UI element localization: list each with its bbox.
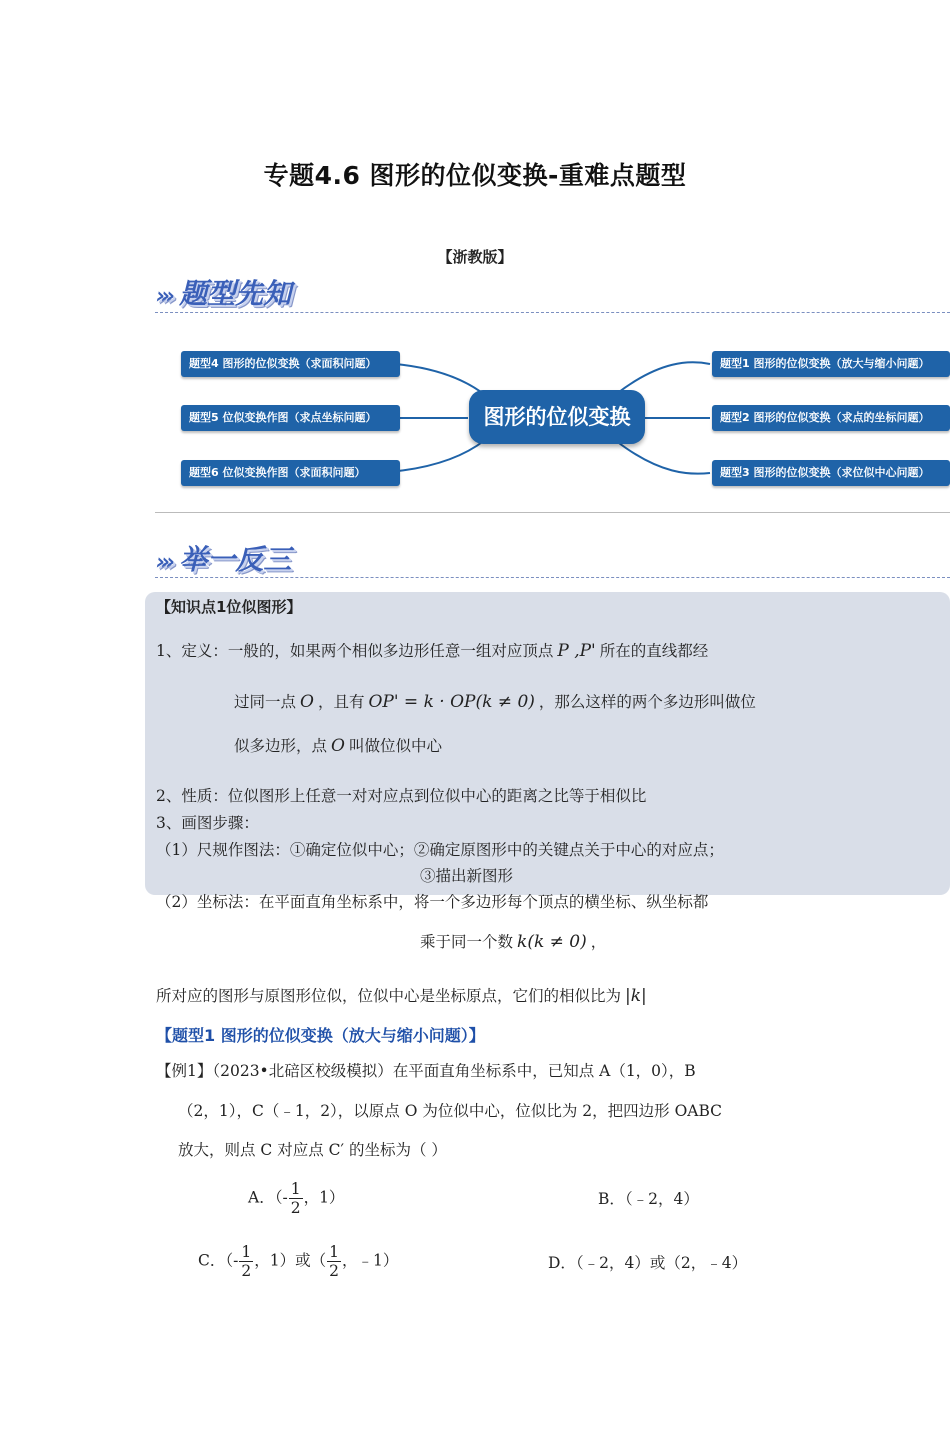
dashed-divider xyxy=(155,312,950,313)
steps-heading: 3、画图步骤： xyxy=(156,814,259,832)
mindmap-node-right-3: 题型3 图形的位似变换（求位似中心问题） xyxy=(712,460,950,486)
definition-line-2: 过同一点 O ，且有 OP' = k · OP(k ≠ 0) ，那么这样的两个多边形叫做位 xyxy=(234,692,756,712)
knowledge-heading: 【知识点1位似图形】 xyxy=(156,598,302,616)
option-d: D．（﹣2，4）或（2，﹣4） xyxy=(548,1254,748,1272)
banner-arrows-icon: ››› xyxy=(156,284,172,309)
step-2-line-1: （2）坐标法：在平面直角坐标系中，将一个多边形每个顶点的横坐标、纵坐标都 xyxy=(156,893,709,911)
banner-text: 题型先知 xyxy=(179,277,292,310)
property-line: 2、性质：位似图形上任意一对对应点到位似中心的距离之比等于相似比 xyxy=(156,787,647,805)
step-2-line-3: 所对应的图形与原图形位似，位似中心是坐标原点，它们的相似比为 |k| xyxy=(156,986,647,1006)
mindmap-center-node: 图形的位似变换 xyxy=(469,390,645,444)
step-1-line-2: ③描出新图形 xyxy=(420,867,514,885)
section-heading-type1: 【题型1 图形的位似变换（放大与缩小问题）】 xyxy=(156,1026,485,1045)
example-line-3: 放大，则点 C 对应点 C′ 的坐标为（ ） xyxy=(178,1141,447,1159)
option-c: C．（- $\frac{1}{2}$ ，1）或（ $\frac{1}{2}$ ，﹣1） xyxy=(198,1243,399,1280)
step-1-line-1: （1）尺规作图法：①确定位似中心；②确定原图形中的关键点关于中心的对应点； xyxy=(156,841,724,859)
example-line-2: （2，1），C（﹣1，2），以原点 O 为位似中心，位似比为 2，把四边形 OABC xyxy=(178,1102,723,1120)
mindmap-node-left-2: 题型5 位似变换作图（求点坐标问题） xyxy=(181,405,400,431)
page-title: 专题4.6 图形的位似变换-重难点题型 xyxy=(263,161,687,190)
banner-text: 举一反三 xyxy=(179,543,292,576)
mindmap-node-left-3: 题型6 位似变换作图（求面积问题） xyxy=(181,460,400,486)
section-banner-preview xyxy=(156,272,291,312)
section-banner-practice xyxy=(156,538,291,578)
definition-line-1: 1、定义：一般的，如果两个相似多边形任意一组对应顶点 P ,P' 所在的直线都经 xyxy=(156,641,709,661)
edition-label: 【浙教版】 xyxy=(437,248,513,266)
definition-line-3: 似多边形，点 O 叫做位似中心 xyxy=(234,736,442,756)
example-line-1: 【例1】（2023•北碚区校级模拟）在平面直角坐标系中，已知点 A（1，0），B xyxy=(156,1062,696,1080)
banner-arrows-icon: ››› xyxy=(156,550,172,575)
mindmap-node-left-1: 题型4 图形的位似变换（求面积问题） xyxy=(181,351,400,377)
dashed-divider xyxy=(155,577,950,578)
option-a: A．（- $\frac{1}{2}$ ，1） xyxy=(248,1180,345,1217)
mindmap-node-right-1: 题型1 图形的位似变换（放大与缩小问题） xyxy=(712,351,950,377)
step-2-line-2: 乘于同一个数 k(k ≠ 0) ， xyxy=(420,932,607,952)
divider-line xyxy=(155,512,950,513)
option-b: B．（﹣2，4） xyxy=(598,1190,699,1208)
mindmap-node-right-2: 题型2 图形的位似变换（求点的坐标问题） xyxy=(712,405,950,431)
